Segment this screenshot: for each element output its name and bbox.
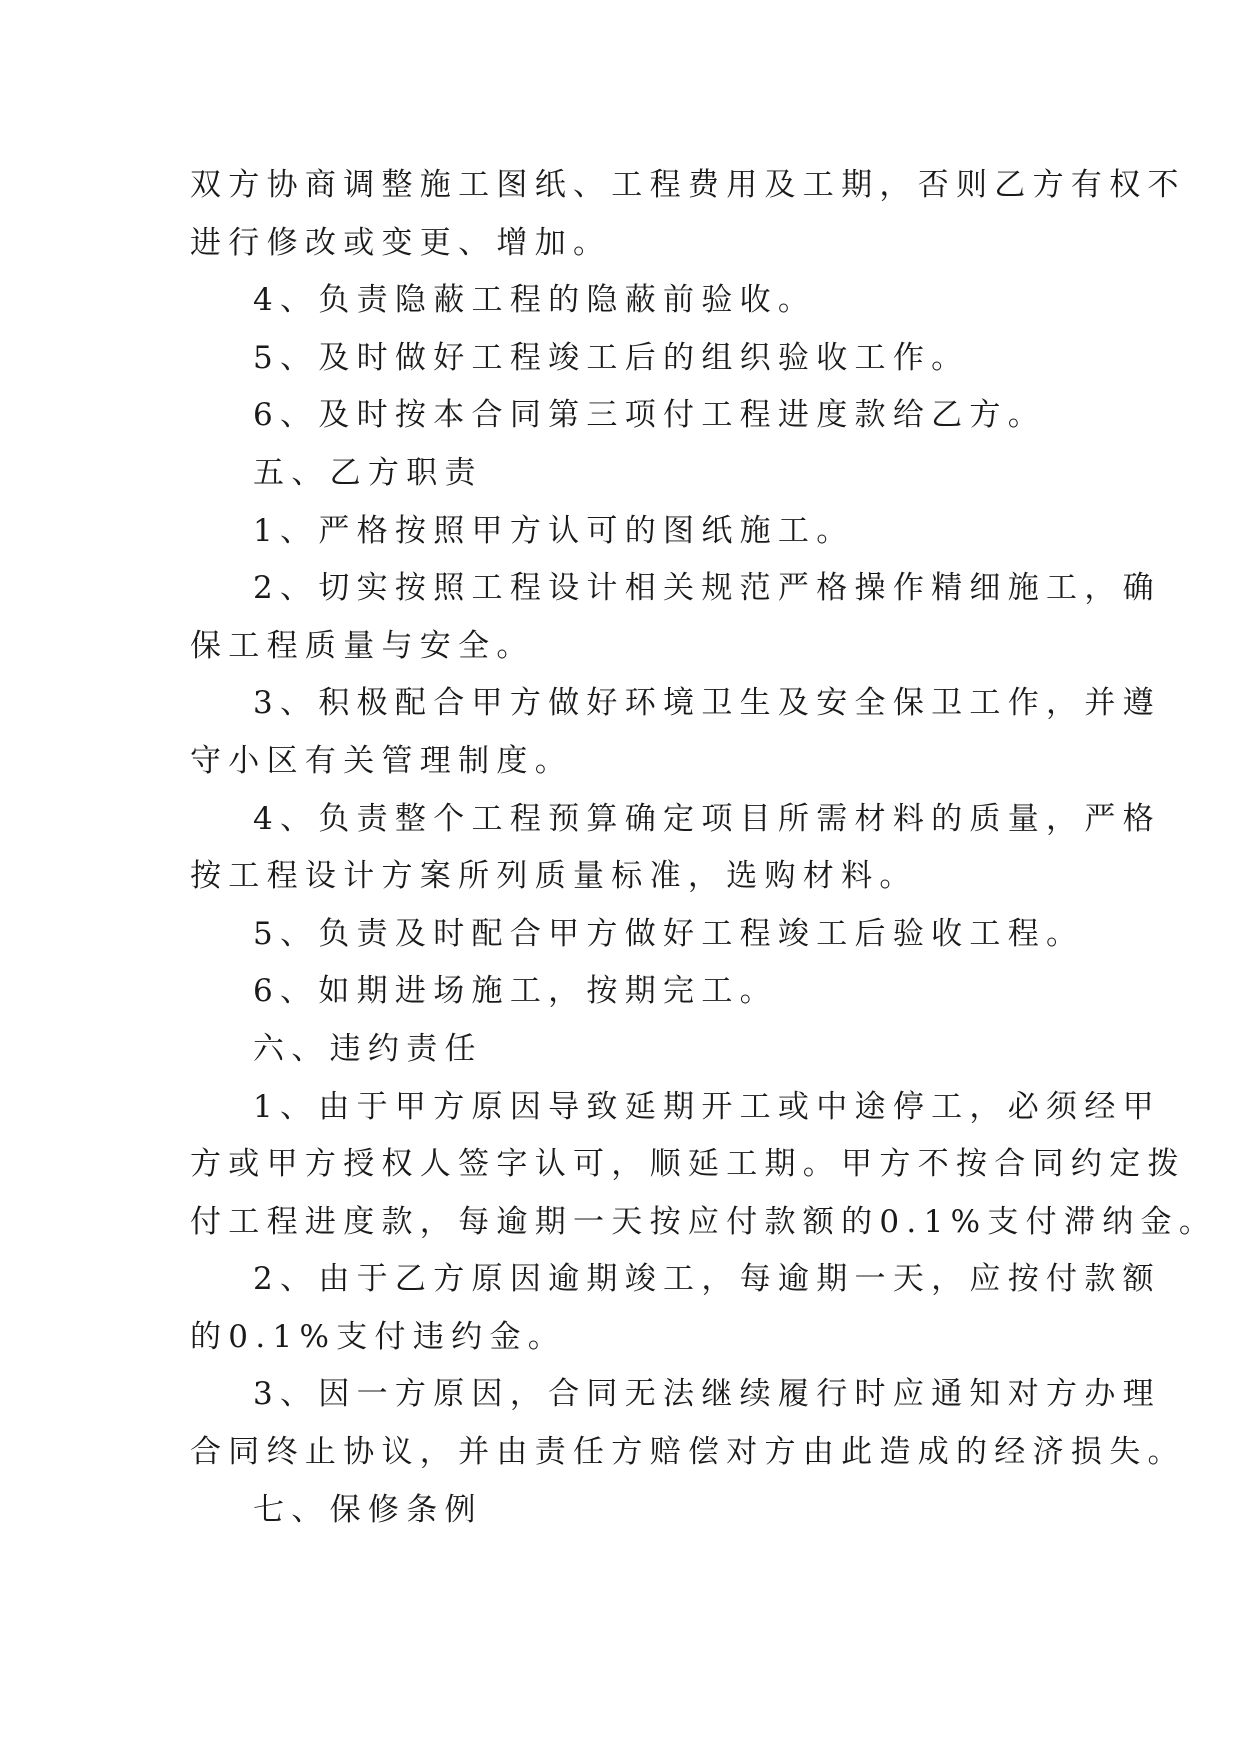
- text-line: 方或甲方授权人签字认可，顺延工期。甲方不按合同约定拨: [190, 1146, 1186, 1183]
- text-line: 4、负责隐蔽工程的隐蔽前验收。: [253, 282, 817, 319]
- text-line: 守小区有关管理制度。: [190, 742, 573, 779]
- text-line: 按工程设计方案所列质量标准，选购材料。: [190, 858, 918, 895]
- text-line: 1、严格按照甲方认可的图纸施工。: [253, 512, 855, 549]
- section-heading: 六、违约责任: [253, 1030, 483, 1067]
- text-line: 付工程进度款，每逾期一天按应付款额的0.1%支付滞纳金。: [190, 1203, 1218, 1240]
- text-line: 合同终止协议，并由责任方赔偿对方由此造成的经济损失。: [190, 1434, 1186, 1471]
- text-line: 保工程质量与安全。: [190, 627, 535, 664]
- text-line: 6、及时按本合同第三项付工程进度款给乙方。: [253, 397, 1047, 434]
- text-line: 双方协商调整施工图纸、工程费用及工期，否则乙方有权不: [190, 167, 1186, 203]
- text-line: 5、及时做好工程竣工后的组织验收工作。: [253, 339, 970, 376]
- text-line: 2、由于乙方原因逾期竣工，每逾期一天，应按付款额: [253, 1261, 1161, 1298]
- text-line: 进行修改或变更、增加。: [190, 224, 612, 261]
- section-heading: 七、保修条例: [253, 1491, 483, 1528]
- document-body: [190, 157, 1218, 1539]
- text-line: 3、因一方原因，合同无法继续履行时应通知对方办理: [253, 1376, 1161, 1413]
- text-line: 5、负责及时配合甲方做好工程竣工后验收工程。: [253, 915, 1085, 952]
- text-line: 4、负责整个工程预算确定项目所需材料的质量，严格: [253, 800, 1161, 837]
- text-line: 的0.1%支付违约金。: [190, 1318, 567, 1355]
- section-heading: 五、乙方职责: [253, 454, 483, 491]
- text-line: 1、由于甲方原因导致延期开工或中途停工，必须经甲: [253, 1088, 1161, 1125]
- text-line: 6、如期进场施工，按期完工。: [253, 973, 778, 1010]
- text-line: 3、积极配合甲方做好环境卫生及安全保卫工作，并遵: [253, 685, 1161, 722]
- text-line: 2、切实按照工程设计相关规范严格操作精细施工，确: [253, 570, 1161, 607]
